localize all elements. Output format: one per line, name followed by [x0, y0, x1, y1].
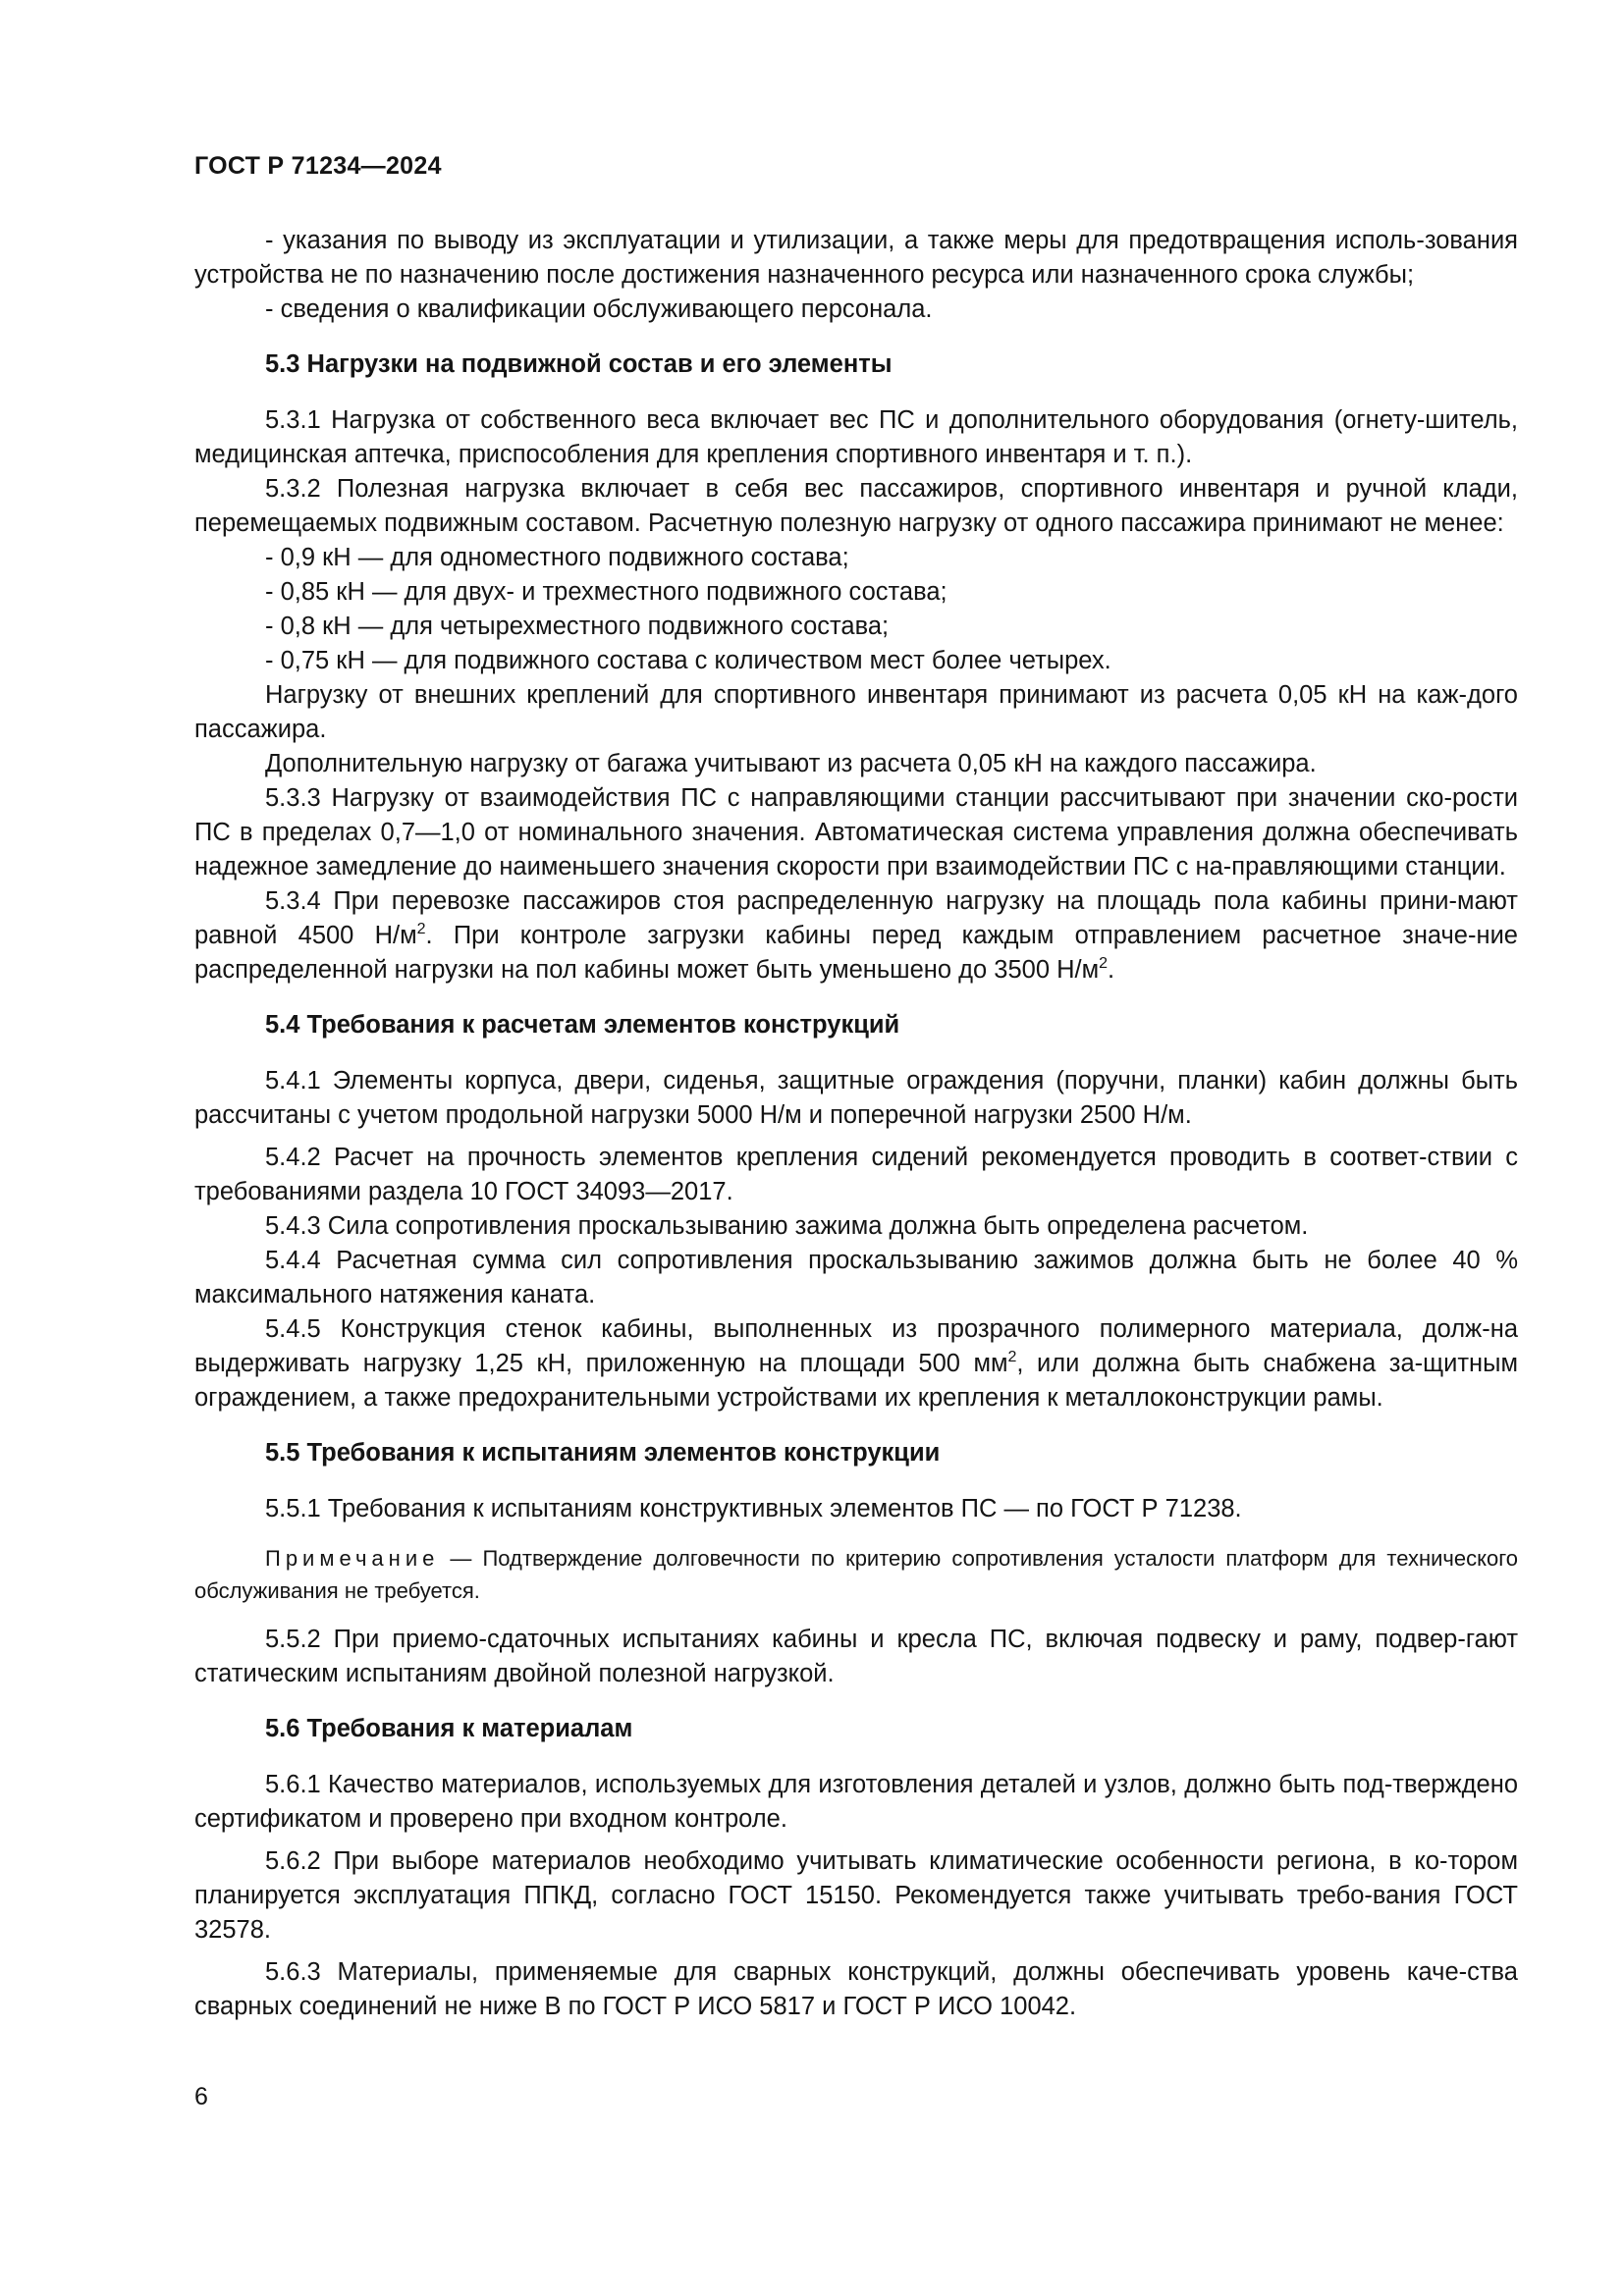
paragraph-5-3-2-continued: Нагрузку от внешних креплений для спортивного инвентаря принимают из расчета 0,05 кН на каж-дого пассажира. [194, 681, 1518, 743]
paragraph-5-5-2: 5.5.2 При приемо-сдаточных испытаниях кабины и кресла ПС, включая подвеску и раму, подвер-гают статическим испытаниям двойной полезной нагрузкой. [194, 1626, 1518, 1687]
note [194, 1542, 1518, 1607]
paragraph-5-6-3: 5.6.3 Материалы, применяемые для сварных конструкций, должны обеспечивать уровень каче-ства сварных соединений не ниже B по ГОСТ Р ИСО 5817 и ГОСТ Р ИСО 10042. [194, 1958, 1518, 2020]
paragraph-5-3-1: 5.3.1 Нагрузка от собственного веса включает вес ПС и дополнительного оборудования (огнету-шитель, медицинская аптечка, приспособления для крепления спортивного инвентаря и т. п.). [194, 406, 1518, 468]
paragraph-5-5-1: 5.5.1 Требования к испытаниям конструктивных элементов ПС — по ГОСТ Р 71238. [265, 1495, 1242, 1522]
paragraph-5-4-5-part-1: 5.4.5 Конструкция стенок кабины, выполненных из прозрачного полимерного материала, долж-на выдерживать нагрузку 1,25 кН, приложенную на площади 500 мм [194, 1315, 1518, 1377]
paragraph-5-4-5-part-2: , или должна быть снабжена за-щитным ограждением, а также предохранительными устройствами их крепления к металлоконструкции рамы. [194, 1350, 1519, 1412]
list-item: - сведения о квалификации обслуживающего персонала. [265, 295, 933, 323]
section-heading-5-4: 5.4 Требования к расчетам элементов конструкций [265, 1011, 900, 1039]
note-label: Примечание [265, 1546, 440, 1571]
paragraph-5-4-1: 5.4.1 Элементы корпуса, двери, сиденья, защитные ограждения (поручни, планки) кабин должны быть рассчитаны с учетом продольной нагрузки 5000 Н/м и поперечной нагрузки 2500 Н/м. [194, 1067, 1518, 1129]
paragraph-5-4-3: 5.4.3 Сила сопротивления проскальзыванию зажима должна быть определена расчетом. [265, 1212, 1309, 1240]
document-header: ГОСТ Р 71234—2024 [194, 152, 442, 180]
paragraph-5-6-2: 5.6.2 При выборе материалов необходимо учитывать климатические особенности региона, в ко-тором планируется эксплуатация ППКД, согласно ГОСТ 15150. Рекомендуется также учитывать требо-вания ГОСТ 32578. [194, 1847, 1518, 1944]
section-heading-5-5: 5.5 Требования к испытаниям элементов конструкции [265, 1439, 941, 1467]
list-item: - 0,75 кН — для подвижного состава с количеством мест более четырех. [265, 647, 1111, 674]
paragraph-5-4-5 [194, 1312, 1518, 1415]
document-body [194, 224, 1518, 2024]
paragraph-5-3-2: 5.3.2 Полезная нагрузка включает в себя вес пассажиров, спортивного инвентаря и ручной клади, перемещаемых подвижным составом. Расчетную полезную нагрузку от одного пассажира принимают не менее: [194, 475, 1518, 537]
superscript: 2 [416, 921, 426, 937]
paragraph-5-3-3: 5.3.3 Нагрузку от взаимодействия ПС с направляющими станции рассчитывают при значении ско-рости ПС в пределах 0,7—1,0 от номинального значения. Автоматическая система управления должна обеспечивать надежное замедление до наименьшего значения скорости при взаимодействии ПС с на-правляющими станции. [194, 784, 1518, 881]
paragraph-5-4-2: 5.4.2 Расчет на прочность элементов крепления сидений рекомендуется проводить в соответ-ствии с требованиями раздела 10 ГОСТ 34093—2017. [194, 1144, 1518, 1205]
page-number: 6 [194, 2083, 208, 2110]
list-item: - указания по выводу из эксплуатации и утилизации, а также меры для предотвращения исполь-зования устройства не по назначению после достижения назначенного ресурса или назначенного срока службы; [194, 227, 1518, 289]
paragraph-5-3-4 [194, 884, 1518, 988]
list-item: - 0,85 кН — для двух- и трехместного подвижного состава; [265, 578, 947, 606]
paragraph-5-6-1: 5.6.1 Качество материалов, используемых для изготовления деталей и узлов, должно быть под-тверждено сертификатом и проверено при входном контроле. [194, 1771, 1518, 1833]
paragraph-5-4-4: 5.4.4 Расчетная сумма сил сопротивления проскальзыванию зажимов должна быть не более 40 % максимального натяжения каната. [194, 1247, 1518, 1308]
paragraph-5-3-4-part-2: . При контроле загрузки кабины перед каждым отправлением расчетное значе-ние распределенной нагрузки на пол кабины может быть уменьшено до 3500 Н/м [194, 922, 1518, 984]
paragraph-5-3-2-baggage: Дополнительную нагрузку от багажа учитывают из расчета 0,05 кН на каждого пассажира. [265, 750, 1317, 777]
list-item: - 0,8 кН — для четырехместного подвижного состава; [265, 613, 890, 640]
superscript: 2 [1007, 1349, 1017, 1365]
section-heading-5-6: 5.6 Требования к материалам [265, 1715, 633, 1742]
paragraph-5-3-4-part-1: 5.3.4 При перевозке пассажиров стоя распределенную нагрузку на площадь пола кабины прини-мают равной 4500 Н/м [194, 887, 1518, 949]
list-item: - 0,9 кН — для одноместного подвижного состава; [265, 544, 849, 571]
paragraph-5-3-4-part-3: . [1108, 956, 1115, 984]
section-heading-5-3: 5.3 Нагрузки на подвижной состав и его элементы [265, 350, 893, 378]
note-text: — Подтверждение долговечности по критерию сопротивления усталости платформ для технического обслуживания не требуется. [194, 1546, 1518, 1603]
superscript: 2 [1099, 955, 1109, 972]
